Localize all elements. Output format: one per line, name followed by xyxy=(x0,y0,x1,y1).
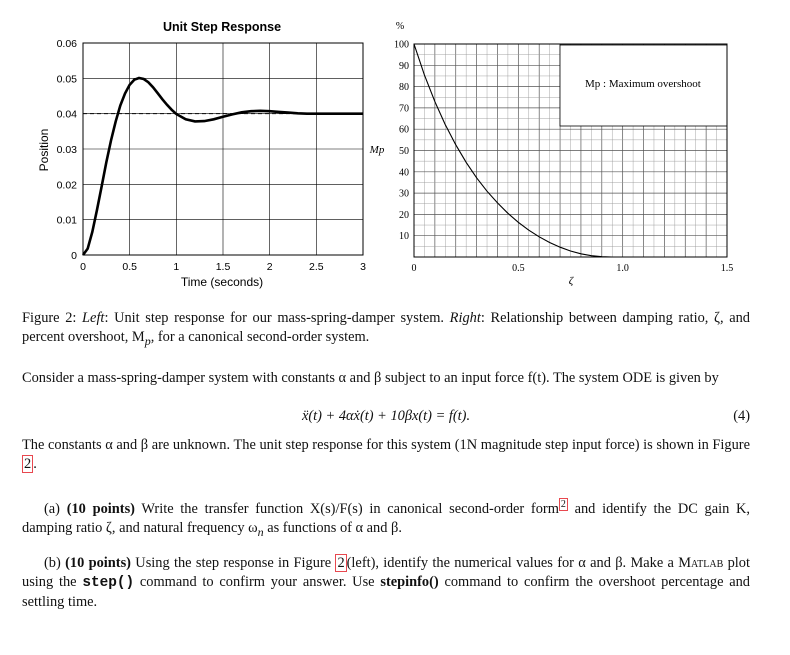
part-b-text-4: command to confirm your answer. Use xyxy=(134,574,381,590)
x-tick-label: 1.5 xyxy=(720,263,734,274)
caption-left-label: Left xyxy=(82,310,105,326)
subscript-p: p xyxy=(144,333,151,348)
y-tick-label: 10 xyxy=(399,231,409,243)
legend-text: Mp : Maximum overshoot xyxy=(585,78,701,90)
y-tick-label: 90 xyxy=(399,60,409,72)
part-b-points: (10 points) xyxy=(65,555,131,571)
y-axis-label: Position xyxy=(37,128,51,172)
y-tick-label: 0 xyxy=(71,250,77,262)
x-tick-label: 1 xyxy=(173,261,180,273)
step-command: step() xyxy=(82,575,135,591)
stepinfo-command: stepinfo() xyxy=(380,574,439,590)
part-b-text-1: Using the step response in Figure xyxy=(130,555,336,571)
part-a-points: (10 points) xyxy=(66,500,135,517)
part-a-text-3: as functions of α and β. xyxy=(263,519,402,536)
y-tick-label: 50 xyxy=(399,146,409,157)
figure-reference-link[interactable]: 2 xyxy=(337,555,345,571)
caption-prefix: Figure 2: xyxy=(22,310,83,326)
y-tick-label: 0.01 xyxy=(56,214,77,227)
ode-equation xyxy=(22,408,750,425)
matlab-name: Matlab xyxy=(678,555,724,571)
part-a-text-2: and identify the DC gain K, damping ratio ζ, and natural frequency ω xyxy=(22,500,750,536)
x-tick-label: 0 xyxy=(411,263,417,274)
y-tick-label: 60 xyxy=(399,124,409,136)
part-b-text-3: plot using the xyxy=(22,555,750,590)
y-tick-labels xyxy=(394,40,409,243)
y-tick-label: 0.03 xyxy=(56,144,77,156)
part-b-label: (b) xyxy=(44,555,66,571)
y-tick-label: 30 xyxy=(399,188,409,200)
part-b-text-2: (left), identify the numerical values for α and β. Make a xyxy=(346,555,679,571)
x-tick-label: 2.5 xyxy=(309,261,324,273)
x-tick-label: 2 xyxy=(266,261,273,273)
subscript-n: n xyxy=(257,524,264,539)
constants-tail: . xyxy=(33,456,37,472)
caption-tail: , for a canonical second-order system. xyxy=(150,329,370,345)
chart-title: Unit Step Response xyxy=(162,20,282,34)
x-tick-label: 3 xyxy=(360,261,366,273)
intro-text: Consider a mass-spring-damper system with constants α and β subject to an input force f(t). The system ODE is given by xyxy=(22,370,719,386)
unit-label: % xyxy=(395,21,405,32)
caption-left-text: : Unit step response for our mass-spring-damper system. xyxy=(104,310,450,326)
part-a-text-1: Write the transfer function X(s)/F(s) in canonical second-order form xyxy=(134,500,559,517)
caption-right-label: Right xyxy=(449,310,481,326)
equation-body: ẍ(t) + 4αẋ(t) + 10βx(t) = f(t). xyxy=(301,408,471,424)
y-tick-label: 20 xyxy=(399,209,409,221)
constants-paragraph xyxy=(22,436,750,474)
equation-number: (4) xyxy=(733,408,750,424)
y-tick-label: 70 xyxy=(399,103,409,115)
footnote-link[interactable]: 2 xyxy=(560,499,566,510)
x-tick-label: 1.0 xyxy=(616,263,629,274)
part-a-label: (a) xyxy=(44,500,67,517)
x-axis-label: ζ xyxy=(568,275,574,287)
x-tick-label: 0.5 xyxy=(122,261,137,273)
y-tick-label: 0.06 xyxy=(56,38,77,50)
y-axis-label: Mp xyxy=(369,144,385,156)
part-b-text-5: command to confirm the overshoot percentage and settling time. xyxy=(22,574,751,610)
y-tick-label: 0.05 xyxy=(56,73,77,86)
overshoot-chart xyxy=(0,0,790,300)
figure-reference-link[interactable]: 2 xyxy=(24,456,32,472)
figure-caption xyxy=(22,309,750,351)
intro-paragraph xyxy=(22,369,750,388)
y-tick-label: 100 xyxy=(394,39,409,51)
part-a xyxy=(22,495,750,542)
x-tick-labels xyxy=(412,263,734,274)
x-tick-label: 0.5 xyxy=(512,263,525,274)
constants-text: The constants α and β are unknown. The unit step response for this system (1N magnitude step input force) is shown in Figure xyxy=(22,437,750,453)
y-tick-label: 0.02 xyxy=(56,179,77,192)
x-axis-label: Time (seconds) xyxy=(180,275,264,289)
part-b xyxy=(22,554,750,612)
y-tick-label: 40 xyxy=(399,167,409,179)
y-tick-label: 0.04 xyxy=(56,108,77,121)
y-tick-label: 80 xyxy=(399,82,409,94)
x-tick-label: 0 xyxy=(80,261,86,273)
x-tick-label: 1.5 xyxy=(215,261,231,273)
caption-right-text: : Relationship between damping ratio, ζ, and percent overshoot, M xyxy=(22,310,750,345)
